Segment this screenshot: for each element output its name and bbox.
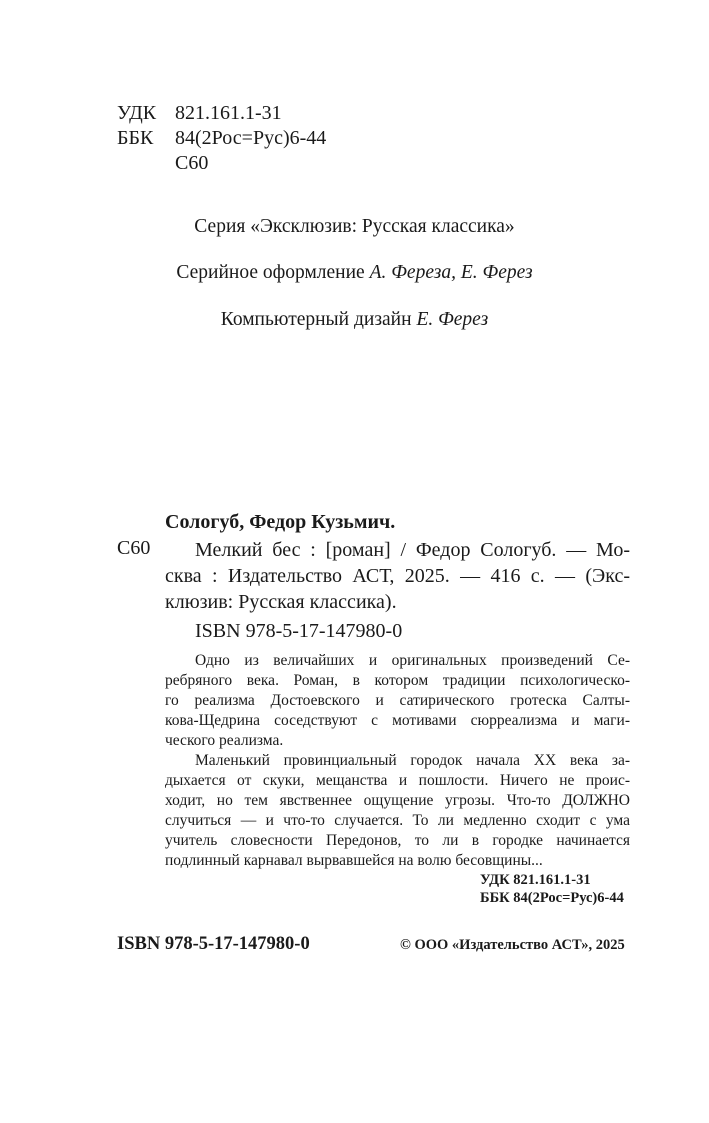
udk-value: 821.161.1-31 (175, 102, 282, 124)
author-mark-row (117, 151, 326, 176)
annotation-line: Маленький провинциальный городок начала XX века за- (195, 752, 630, 769)
annotation-line: дыхается от скуки, мещанства и пошлости. Ничего не проис- (165, 772, 630, 789)
serial-design-label: Серийное оформление (176, 262, 365, 283)
footer-bbk: ББК 84(2Рос=Рус)6-44 (480, 890, 624, 906)
author-mark: С60 (175, 152, 209, 174)
annotation-line: учитель словесности Передонов, то ли в городке начинается (165, 832, 630, 849)
record-line: сква : Издательство АСТ, 2025. — 416 с. — (Экс- (165, 565, 630, 587)
annotation-line: кова-Щедрина соседствуют с мотивами сюрреализма и маги- (165, 712, 630, 729)
annotation (165, 651, 630, 871)
computer-design-name: Е. Ферез (416, 309, 489, 330)
annotation-line: ходит, но тем явственнее ощущение угрозы. Что-то ДОЛЖНО (165, 792, 630, 809)
bbk-value: 84(2Рос=Рус)6-44 (175, 127, 327, 149)
annotation-line: го реализма Достоевского и сатирического гротеска Салты- (165, 692, 630, 709)
record-author-mark: С60 (117, 537, 151, 559)
series-line: Серия «Эксклюзив: Русская классика» (194, 216, 515, 237)
annotation-line: случиться — и что-то случается. То ли медленно сходит с ума (165, 812, 630, 829)
udk-label: УДК (117, 102, 157, 124)
computer-design-label: Компьютерный дизайн (220, 309, 412, 330)
bbk-row (117, 126, 326, 151)
record-isbn: ISBN 978-5-17-147980-0 (195, 620, 403, 642)
bbk-label: ББК (117, 127, 154, 149)
record-line: клюзив: Русская классика). (165, 591, 397, 613)
serial-design-names: А. Фереза, Е. Ферез (369, 262, 533, 283)
annotation-line: Одно из величайших и оригинальных произведений Се- (195, 652, 630, 669)
footer-isbn: ISBN 978-5-17-147980-0 (117, 934, 310, 954)
copyright-notice: © ООО «Издательство АСТ», 2025 (400, 937, 625, 953)
record-author: Сологуб, Федор Кузьмич. (165, 511, 396, 533)
record-description (165, 537, 630, 615)
footer-codes (480, 871, 624, 907)
serial-design-credit (0, 262, 709, 284)
udk-row (117, 101, 326, 126)
annotation-line: ческого реализма. (165, 732, 284, 749)
computer-design-credit (0, 309, 709, 331)
record-line: Мелкий бес : [роман] / Федор Сологуб. — Мо- (195, 539, 630, 561)
footer-udk: УДК 821.161.1-31 (480, 872, 591, 888)
classification-codes (117, 101, 326, 176)
annotation-line: подлинный карнавал вырвавшейся на волю бесовщины... (165, 852, 543, 869)
annotation-line: ребряного века. Роман, в котором традиции психологическо- (165, 672, 630, 689)
